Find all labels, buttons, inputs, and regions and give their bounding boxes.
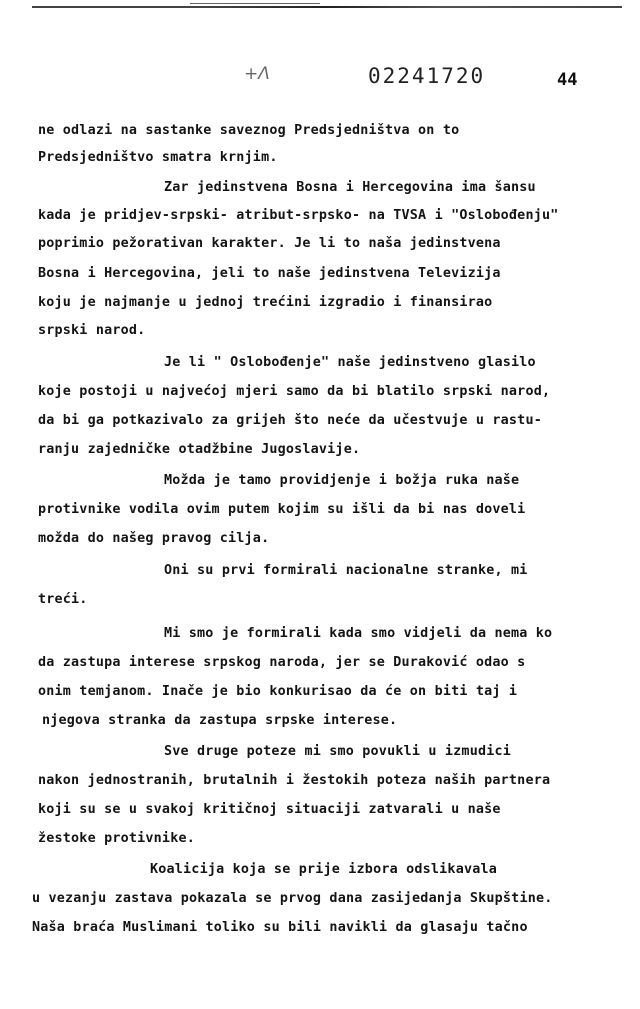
text-line: nakon jednostranih, brutalnih i žestokih poteza naših partnera [38, 773, 551, 788]
text-line: Oni su prvi formirali nacionalne stranke, mi [164, 563, 528, 578]
text-line: onim temjanom. Inače je bio konkurisao da će on biti taj i [38, 684, 518, 699]
page-number: 44 [557, 70, 578, 90]
text-line: ne odlazi na sastanke saveznog Predsjedništva on to [38, 123, 460, 138]
text-line: Je li " Oslobođenje" naše jedinstveno glasilo [164, 355, 536, 370]
text-line: da zastupa interese srpskog naroda, jer se Duraković odao s [38, 655, 526, 670]
text-line: koju je najmanje u jednoj trećini izgradio i finansirao [38, 295, 493, 310]
text-line: Sve druge poteze mi smo povukli u izmudici [164, 744, 511, 759]
scan-top-border [32, 6, 622, 8]
text-line: možda do našeg pravog cilja. [38, 531, 270, 546]
text-line: koji su se u svakoj kritičnoj situaciji zatvarali u naše [38, 802, 501, 817]
text-line: treći. [38, 592, 88, 607]
text-line: Koalicija koja se prije izbora odslikavala [150, 862, 497, 877]
text-line: Predsjedništvo smatra krnjim. [38, 150, 278, 165]
scan-top-border-fragment [190, 3, 320, 4]
text-line: protivnike vodila ovim putem kojim su išli da bi nas doveli [38, 502, 526, 517]
text-line: Mi smo je formirali kada smo vidjeli da nema ko [164, 626, 553, 641]
text-line: Zar jedinstvena Bosna i Hercegovina ima šansu [164, 180, 536, 195]
handwritten-mark: +Λ [244, 64, 270, 84]
text-line: srpski narod. [38, 323, 146, 338]
text-line: žestoke protivnike. [38, 831, 195, 846]
text-line: poprimio pežorativan karakter. Je li to naša jedinstvena [38, 236, 501, 251]
text-line: kada je pridjev-srpski- atribut-srpsko- na TVSA i "Oslobođenju" [38, 208, 559, 223]
text-line: Naša braća Muslimani toliko su bili navikli da glasaju tačno [32, 920, 528, 935]
text-line: Možda je tamo providjenje i božja ruka naše [164, 473, 520, 488]
text-line: njegova stranka da zastupa srpske interese. [42, 713, 398, 728]
text-line: da bi ga potkazivalo za grijeh što neće da učestvuje u rastu- [38, 413, 542, 428]
text-line: koje postoji u najvećoj mjeri samo da bi blatilo srpski narod, [38, 384, 551, 399]
text-line: ranju zajedničke otadžbine Jugoslavije. [38, 442, 361, 457]
text-line: Bosna i Hercegovina, jeli to naše jedinstvena Televizija [38, 266, 501, 281]
document-number: 02241720 [368, 64, 486, 88]
text-line: u vezanju zastava pokazala se prvog dana zasijedanja Skupštine. [32, 891, 553, 906]
